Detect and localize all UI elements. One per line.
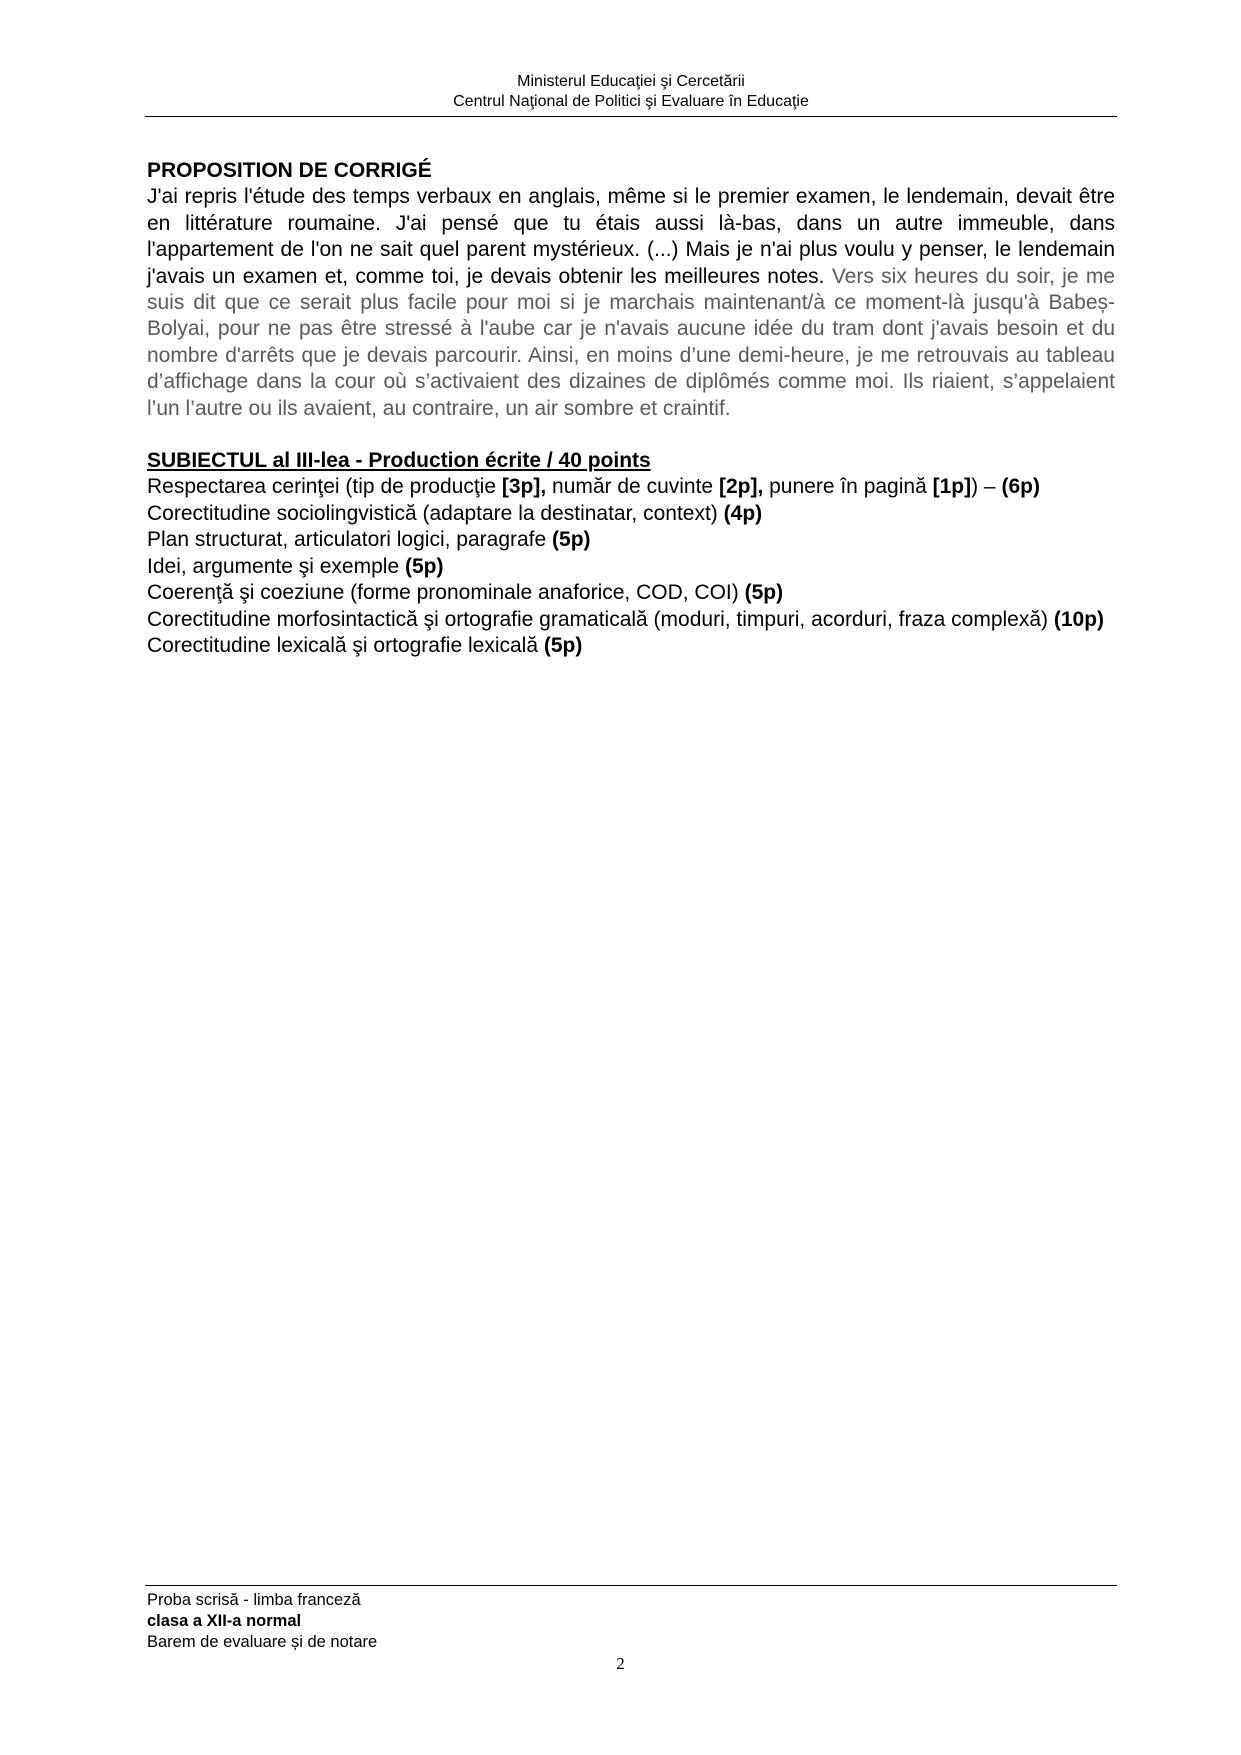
criterion-text: Corectitudine sociolingvistică (adaptare la destinatar, context) — [147, 501, 724, 525]
criterion-points: [1p] — [932, 475, 972, 499]
header-divider — [145, 116, 1117, 117]
criterion-points: (4p) — [723, 501, 763, 525]
criterion-text: punere în pagină — [763, 475, 933, 499]
criterion-total: (6p) — [1001, 475, 1040, 499]
criterion-points: [2p], — [718, 475, 764, 499]
criterion-points: (10p) — [1053, 607, 1105, 631]
footer-barem: Barem de evaluare și de notare — [147, 1633, 378, 1651]
criterion-points: (5p) — [404, 554, 444, 578]
subject-heading: SUBIECTUL al III-lea - Production écrite / 40 points — [147, 449, 651, 473]
criterion-6 — [147, 607, 1115, 633]
criterion-1 — [147, 474, 1115, 500]
criterion-text: Coerenţă şi coeziune (forme pronominale anaforice, COD, COI) — [147, 581, 745, 605]
page-footer — [147, 1590, 377, 1653]
criterion-5 — [147, 580, 1115, 606]
criterion-text: Plan structurat, articulatori logici, paragrafe — [147, 528, 553, 552]
criterion-text: ) – — [971, 475, 996, 499]
criterion-points: [3p], — [501, 475, 547, 499]
criterion-text: număr de cuvinte — [546, 475, 719, 499]
criterion-points: (5p) — [543, 633, 583, 657]
page-header — [145, 72, 1117, 112]
footer-divider — [145, 1585, 1117, 1586]
criterion-text: Respectarea cerinţei (tip de producţie — [147, 475, 502, 499]
criterion-2 — [147, 501, 1115, 527]
criterion-text: Idei, argumente şi exemple — [147, 554, 405, 578]
main-content — [147, 158, 1115, 659]
spacer — [147, 422, 1115, 448]
corrige-paragraph — [147, 184, 1115, 422]
footer-class: clasa a XII-a normal — [147, 1612, 302, 1630]
corrige-text-black: J'ai repris l'étude des temps verbaux en anglais, même si le premier examen, le lendemain, devait être en littérature roumaine. J'ai pensé que tu étais aussi là-bas, dans un autre immeuble, dans l'appartement de l'on ne sait quel parent mystérieux. (...) Mais je n'ai plus voulu y penser, le lendemain j'avais un examen et, comme toi, je devais obtenir les meilleures notes. — [147, 185, 1115, 288]
corrige-text-grey: Vers six heures du soir, je me suis dit que ce serait plus facile pour moi si je marchais maintenant/à ce moment-là jusqu'à Babeș-Bolyai, pour ne pas être stressé à l'aube car je n'avais aucune idée du tram dont j'avais besoin et du nombre d'arrêts que je devais parcourir. Ainsi, en moins d’une demi-heure, je me retrouvais au tableau d’affichage dans la cour où s’activaient des dizaines de diplômés comme moi. Ils riaient, s’appelaient l’un l’autre ou ils avaient, au contraire, un air sombre et craintif. — [147, 264, 1116, 420]
criterion-points: (5p) — [552, 528, 591, 552]
criterion-text: Corectitudine lexicală şi ortografie lexicală — [147, 633, 544, 657]
criterion-3 — [147, 527, 1115, 553]
corrige-title: PROPOSITION DE CORRIGÉ — [147, 159, 432, 182]
criterion-text: Corectitudine morfosintactică şi ortografie gramaticală (moduri, timpuri, acorduri, fraza complexă) — [147, 607, 1054, 631]
criterion-4 — [147, 554, 1115, 580]
header-center: Centrul Naţional de Politici şi Evaluare în Educaţie — [453, 93, 809, 110]
footer-exam: Proba scrisă - limba franceză — [147, 1591, 361, 1609]
criterion-7 — [147, 633, 1115, 659]
page-number: 2 — [616, 1654, 625, 1673]
header-ministry: Ministerul Educaţiei şi Cercetării — [517, 73, 745, 90]
criterion-points: (5p) — [744, 581, 784, 605]
